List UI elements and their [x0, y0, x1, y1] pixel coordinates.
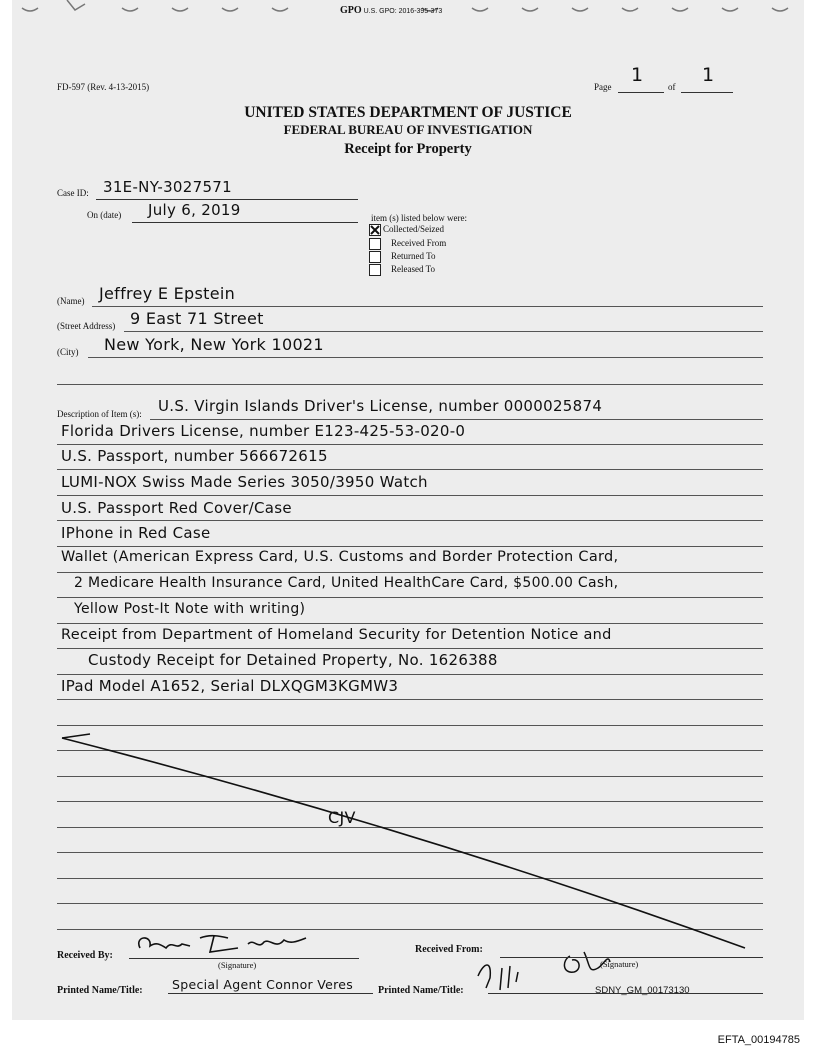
- city-label: (City): [57, 347, 79, 357]
- page-of-label: of: [668, 82, 676, 92]
- description-line: U.S. Virgin Islands Driver's License, number 0000025874: [158, 397, 603, 415]
- street-value: 9 East 71 Street: [130, 309, 264, 328]
- option-label: Released To: [391, 264, 435, 274]
- description-line: Receipt from Department of Homeland Security for Detention Notice and: [61, 627, 612, 643]
- signature-caption-right: (Signature): [600, 959, 639, 969]
- description-line: Yellow Post-It Note with writing): [74, 601, 306, 617]
- printed-name-value: Special Agent Connor Veres: [172, 977, 354, 992]
- street-label: (Street Address): [57, 321, 116, 331]
- gpo-text: U.S. GPO: 2016-395-373: [363, 8, 443, 15]
- description-line: IPad Model A1652, Serial DLXQGM3KGMW3: [61, 677, 399, 695]
- received-from-label: Received From:: [415, 944, 483, 955]
- bates-number: SDNY_GM_00173130: [595, 985, 690, 996]
- name-label: (Name): [57, 296, 85, 306]
- signature-caption: (Signature): [218, 960, 257, 970]
- form-title: Receipt for Property: [344, 141, 472, 157]
- received-by-signature: [130, 930, 320, 960]
- form-number: FD-597 (Rev. 4-13-2015): [57, 82, 150, 92]
- gpo-logo: GPO: [340, 5, 362, 16]
- case-id-value: 31E-NY-3027571: [103, 178, 232, 196]
- option-label: Received From: [391, 238, 447, 248]
- date-value: July 6, 2019: [148, 201, 241, 219]
- city-value: New York, New York 10021: [104, 335, 324, 354]
- page-number: 1: [630, 64, 644, 86]
- date-label: On (date): [87, 210, 122, 220]
- description-line: LUMI-NOX Swiss Made Series 3050/3950 Watch: [61, 473, 428, 491]
- items-status-label: item (s) listed below were:: [371, 213, 467, 223]
- received-by-label: Received By:: [57, 950, 113, 961]
- printed-name-label: Printed Name/Title:: [57, 985, 143, 996]
- description-line: Custody Receipt for Detained Property, No. 1626388: [88, 651, 498, 669]
- option-label: Returned To: [391, 251, 436, 261]
- initials-mark: CJV: [328, 808, 356, 827]
- description-line: U.S. Passport Red Cover/Case: [61, 499, 292, 517]
- printed-name-label-right: Printed Name/Title:: [378, 985, 464, 996]
- page-label: Page: [594, 82, 612, 92]
- document-id: EFTA_00194785: [717, 1034, 800, 1046]
- case-id-label: Case ID:: [57, 188, 89, 198]
- description-line: IPhone in Red Case: [61, 524, 211, 542]
- description-line: Wallet (American Express Card, U.S. Customs and Border Protection Card,: [61, 549, 619, 565]
- description-label: Description of Item (s):: [57, 409, 142, 419]
- description-line: 2 Medicare Health Insurance Card, United HealthCare Card, $500.00 Cash,: [74, 575, 619, 591]
- name-value: Jeffrey E Epstein: [99, 284, 236, 303]
- department-title: UNITED STATES DEPARTMENT OF JUSTICE: [244, 104, 572, 121]
- page-total: 1: [701, 64, 715, 86]
- description-line: U.S. Passport, number 566672615: [61, 447, 328, 465]
- option-label: Collected/Seized: [383, 224, 444, 234]
- bureau-title: FEDERAL BUREAU OF INVESTIGATION: [283, 122, 533, 137]
- description-line: Florida Drivers License, number E123-425-53-020-0: [61, 422, 466, 440]
